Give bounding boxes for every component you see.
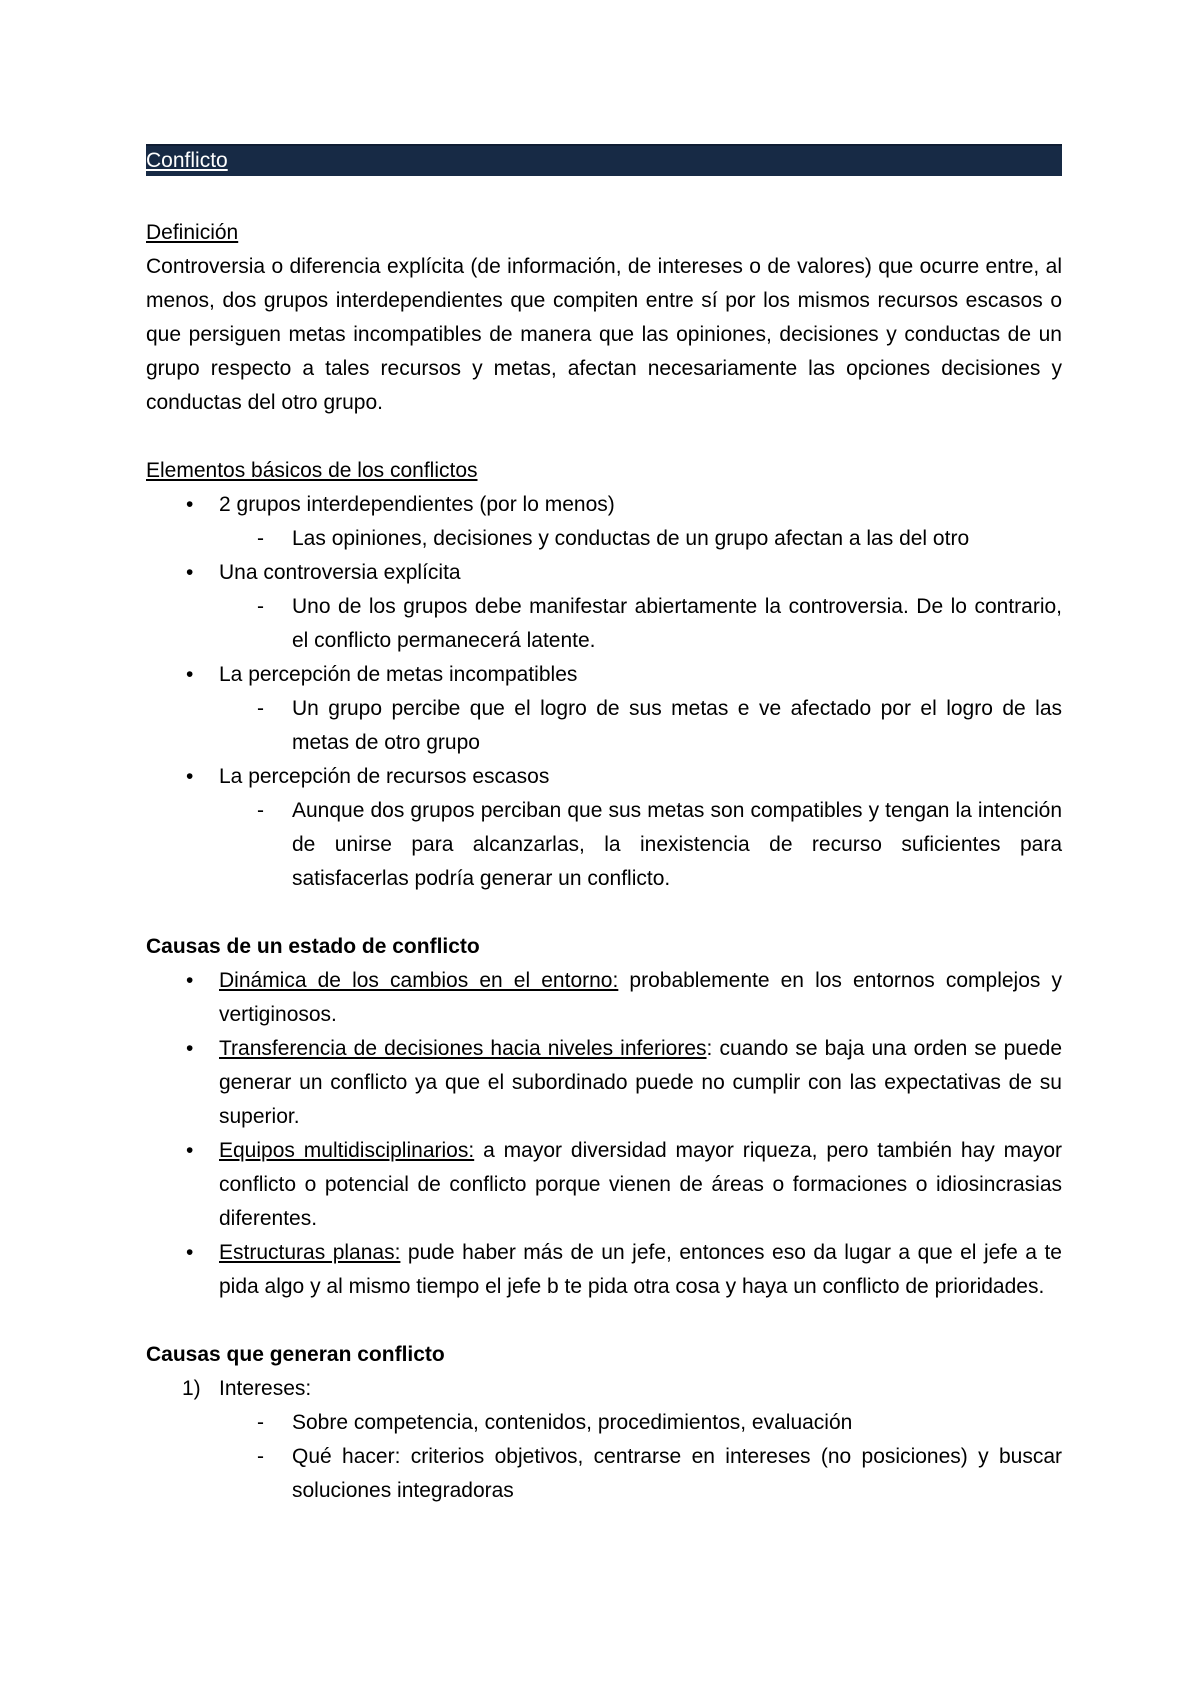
list-item: • Dinámica de los cambios en el entorno: probablemente en los entornos complejos y vertiginosos. bbox=[146, 964, 1062, 1032]
list-item-term: Estructuras planas: bbox=[219, 1241, 401, 1264]
dash-marker: - bbox=[257, 799, 264, 822]
bullet-marker: • bbox=[186, 969, 194, 992]
bullet-marker: • bbox=[186, 1241, 194, 1264]
list-item-term: Equipos multidisciplinarios: bbox=[219, 1139, 475, 1162]
list-item-term: Dinámica de los cambios en el entorno: bbox=[219, 969, 619, 992]
title-bar bbox=[146, 144, 1062, 176]
dash-marker: - bbox=[257, 1445, 264, 1468]
definicion-text: Controversia o diferencia explícita (de información, de intereses o de valores) que ocurre entre, al menos, dos grupos interdependientes que compiten entre sí por los mismos recursos escasos o que persiguen metas incompatibles de manera que las opiniones, decisiones y conductas de un grupo respecto a tales recursos y metas, afectan necesariamente las opciones decisiones y conductas del otro grupo. bbox=[146, 255, 1062, 414]
numbered-item: 1) Intereses: bbox=[146, 1372, 1062, 1406]
bullet-marker: • bbox=[186, 493, 194, 516]
list-item: • Una controversia explícita bbox=[146, 556, 1062, 590]
sub-list-item: - Aunque dos grupos perciban que sus metas son compatibles y tengan la intención de unirse para alcanzarlas, la inexistencia de recurso suficientes para satisfacerlas podría generar un conflicto. bbox=[146, 794, 1062, 896]
list-item: • 2 grupos interdependientes (por lo menos) bbox=[146, 488, 1062, 522]
causas-generan-heading: Causas que generan conflicto bbox=[146, 1343, 445, 1366]
elementos-heading: Elementos básicos de los conflictos bbox=[146, 459, 478, 482]
sub-list-item: - Sobre competencia, contenidos, procedimientos, evaluación bbox=[146, 1406, 1062, 1440]
number-marker: 1) bbox=[182, 1377, 201, 1400]
dash-marker: - bbox=[257, 527, 264, 550]
list-item: • La percepción de recursos escasos bbox=[146, 760, 1062, 794]
definicion-heading: Definición bbox=[146, 221, 239, 244]
sub-list-item: - Las opiniones, decisiones y conductas de un grupo afectan a las del otro bbox=[146, 522, 1062, 556]
causas-estado-heading: Causas de un estado de conflicto bbox=[146, 935, 480, 958]
sub-list-item: - Qué hacer: criterios objetivos, centrarse en intereses (no posiciones) y buscar soluciones integradoras bbox=[146, 1440, 1062, 1508]
bullet-marker: • bbox=[186, 1139, 194, 1162]
bullet-marker: • bbox=[186, 765, 194, 788]
list-item: • Equipos multidisciplinarios: a mayor diversidad mayor riqueza, pero también hay mayor conflicto o potencial de conflicto porque vienen de áreas o formaciones o idiosincrasias diferentes. bbox=[146, 1134, 1062, 1236]
dash-marker: - bbox=[257, 1411, 264, 1434]
list-item-term: Transferencia de decisiones hacia niveles inferiores bbox=[219, 1037, 707, 1060]
list-item: • Estructuras planas: pude haber más de un jefe, entonces eso da lugar a que el jefe a te pida algo y al mismo tiempo el jefe b te pida otra cosa y haya un conflicto de prioridades. bbox=[146, 1236, 1062, 1304]
document-page bbox=[146, 144, 1062, 1508]
bullet-marker: • bbox=[186, 561, 194, 584]
dash-marker: - bbox=[257, 595, 264, 618]
sub-list-item: - Un grupo percibe que el logro de sus metas e ve afectado por el logro de las metas de otro grupo bbox=[146, 692, 1062, 760]
list-item: • Transferencia de decisiones hacia niveles inferiores: cuando se baja una orden se puede generar un conflicto ya que el subordinado puede no cumplir con las expectativas de su superior. bbox=[146, 1032, 1062, 1134]
bullet-marker: • bbox=[186, 663, 194, 686]
dash-marker: - bbox=[257, 697, 264, 720]
page-title: Conflicto bbox=[146, 149, 228, 172]
bullet-marker: • bbox=[186, 1037, 194, 1060]
list-item: • La percepción de metas incompatibles bbox=[146, 658, 1062, 692]
sub-list-item: - Uno de los grupos debe manifestar abiertamente la controversia. De lo contrario, el conflicto permanecerá latente. bbox=[146, 590, 1062, 658]
